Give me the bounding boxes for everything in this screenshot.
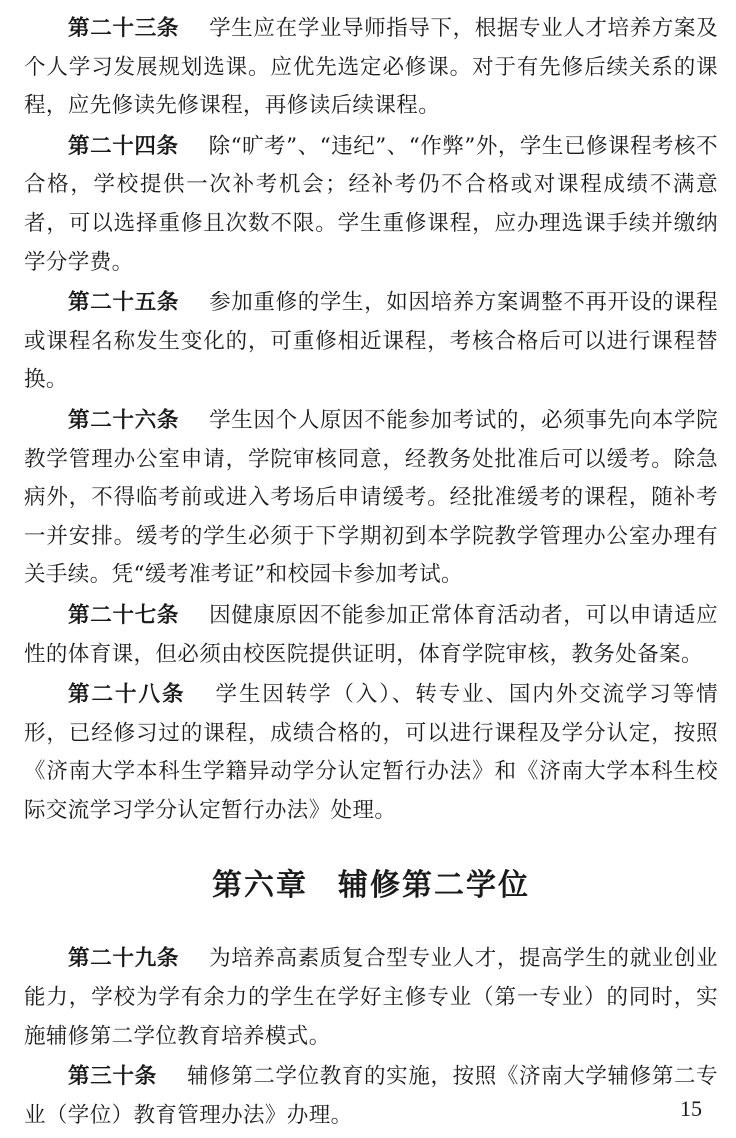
article-text: 参加重修的学生，如因培养方案调整不再开设的课程或课程名称发生变化的，可重修相近课程，考核合格后可以进行课程替换。	[24, 290, 718, 393]
article-number: 第二十六条	[68, 407, 180, 433]
article-number: 第二十八条	[68, 682, 186, 708]
article-number: 第三十条	[68, 1064, 157, 1090]
chapter-heading	[24, 866, 718, 906]
article-text: 学生因个人原因不能参加考试的，必须事先向本学院教学管理办公室申请，学院审核同意，经教务处批准后可以缓考。除急病外，不得临考前或进入考场后申请缓考。经批准缓考的课程，随补考一并安排。缓考的学生必须于下学期初到本学院教学管理办公室办理有关手续。凭“缓考准考证”和校园卡参加考试。	[24, 407, 718, 588]
page-content	[24, 10, 718, 1137]
article-26	[24, 402, 718, 595]
article-number: 第二十四条	[68, 133, 179, 159]
article-30	[24, 1058, 718, 1135]
article-text: 为培养高素质复合型专业人才，提高学生的就业创业能力，学校为学有余力的学生在学好主修专业（第一专业）的同时，实施辅修第二学位教育培养模式。	[24, 946, 718, 1049]
article-text: 因健康原因不能参加正常体育活动者，可以申请适应性的体育课，但必须由校医院提供证明，体育学院审核，教务处备案。	[24, 602, 718, 667]
article-29	[24, 940, 718, 1056]
article-24	[24, 128, 718, 282]
chapter-number: 第六章	[212, 868, 308, 904]
article-25	[24, 284, 718, 400]
article-text: 学生因转学（入）、转专业、国内外交流学习等情形，已经修习过的课程，成绩合格的，可以进行课程及学分认定，按照《济南大学本科生学籍异动学分认定暂行办法》和《济南大学本科生校际交流学习学分认定暂行办法》处理。	[24, 682, 718, 823]
article-27	[24, 597, 718, 674]
article-number: 第二十五条	[68, 290, 180, 316]
article-number: 第二十九条	[68, 946, 180, 972]
chapter-title: 辅修第二学位	[338, 868, 530, 904]
article-text: 辅修第二学位教育的实施，按照《济南大学辅修第二专业（学位）教育管理办法》办理。	[24, 1064, 718, 1128]
article-text: 学生应在学业导师指导下，根据专业人才培养方案及个人学习发展规划选课。应优先选定必修课。对于有先修后续关系的课程，应先修读先修课程，再修读后续课程。	[24, 16, 718, 119]
page-number: 15	[680, 1096, 702, 1121]
article-23	[24, 10, 718, 126]
article-number: 第二十七条	[68, 602, 180, 628]
article-number: 第二十三条	[68, 16, 180, 41]
article-28	[24, 676, 718, 830]
article-text: 除“旷考”、“违纪”、“作弊”外，学生已修课程考核不合格，学校提供一次补考机会；经补考仍不合格或对课程成绩不满意者，可以选择重修且次数不限。学生重修课程，应办理选课手续并缴纳学分学费。	[24, 133, 718, 275]
